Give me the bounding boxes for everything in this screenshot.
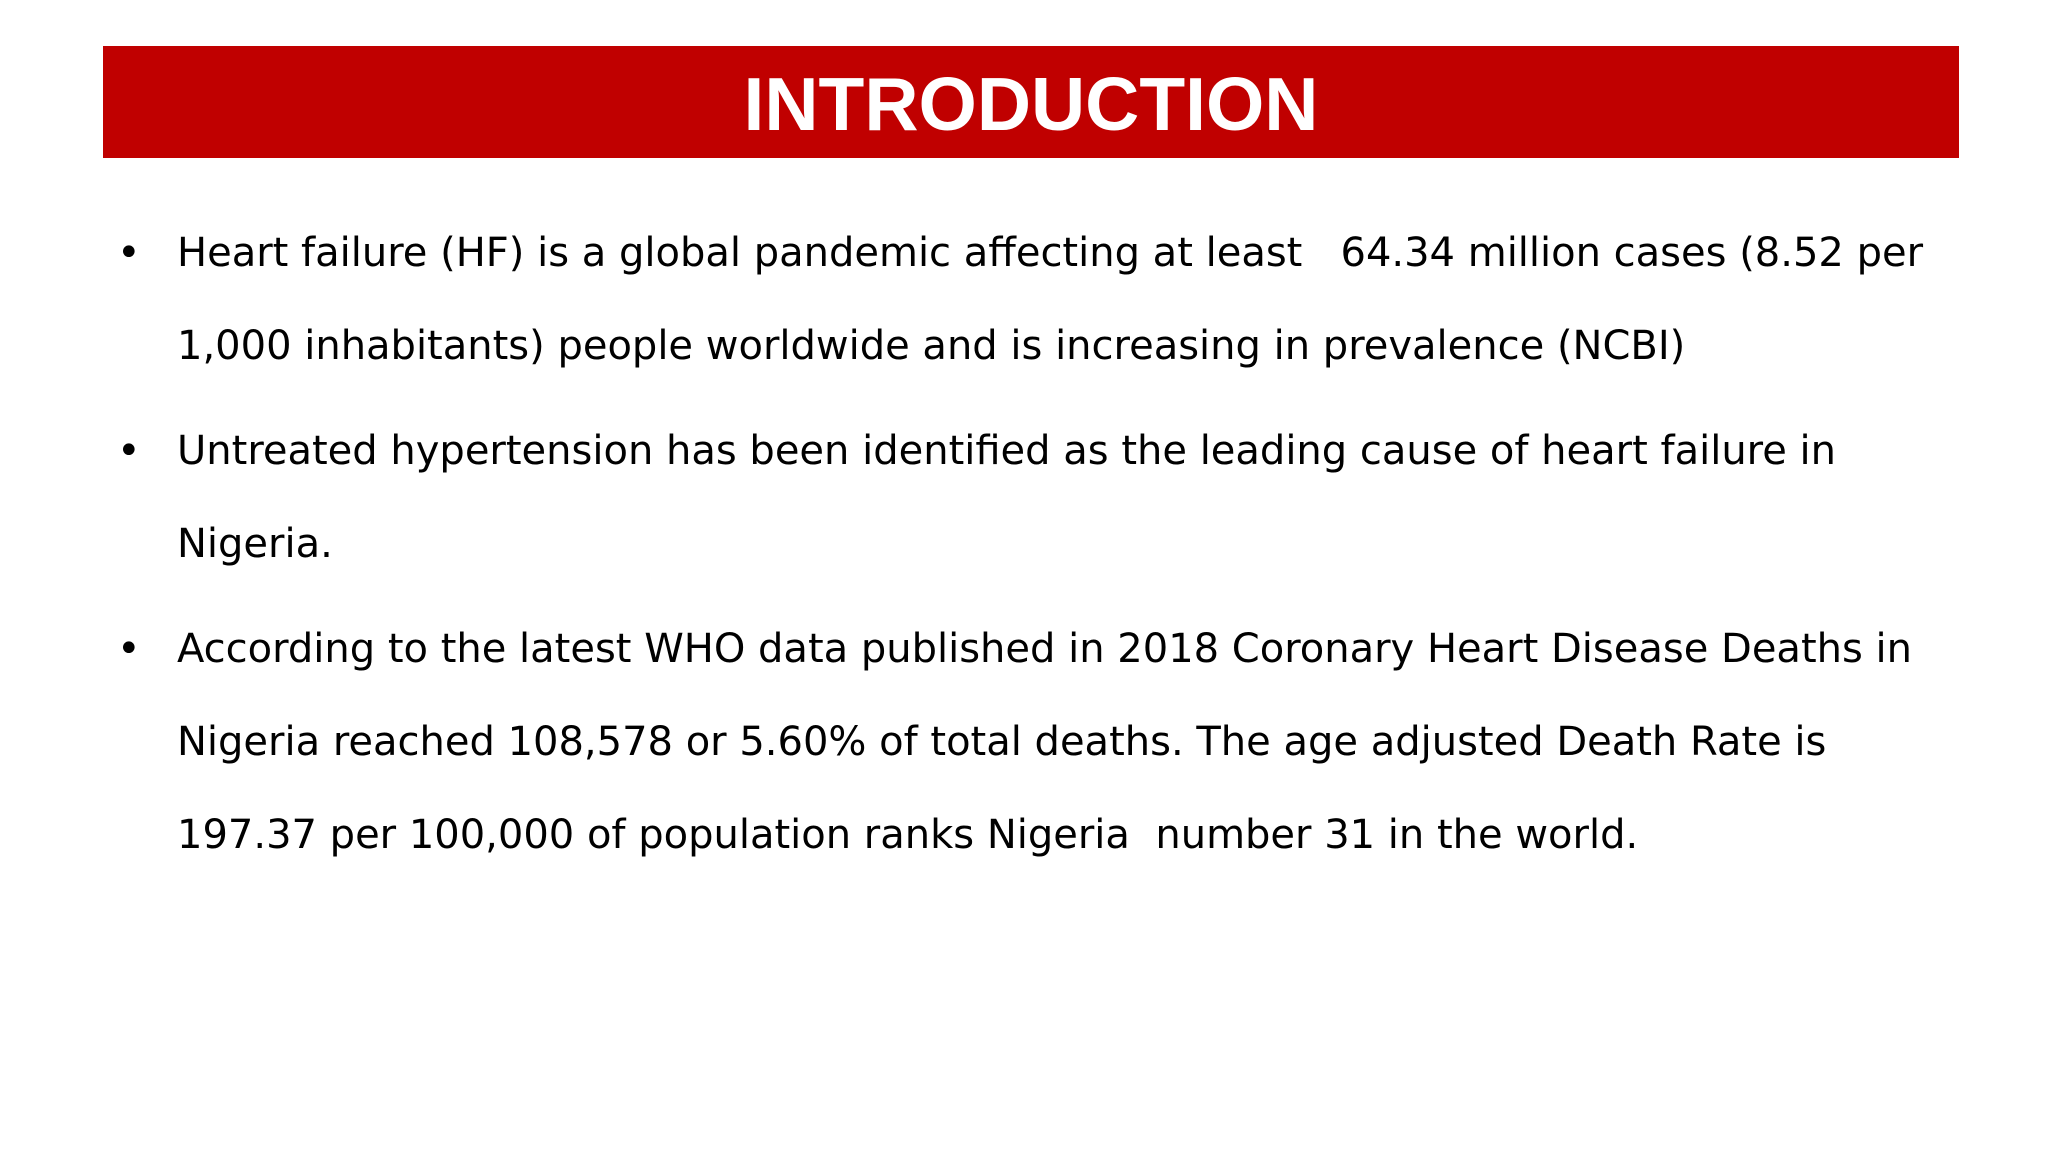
title-bar bbox=[103, 46, 1959, 158]
bullet-icon: • bbox=[117, 626, 141, 672]
bullet-item-hypertension bbox=[115, 405, 1945, 591]
bullet-icon: • bbox=[117, 428, 141, 474]
bullet-text: According to the latest WHO data published in 2018 Coronary Heart Disease Deaths in Nigeria reached 108,578 or 5.60% of total deaths. The age adjusted Death Rate is 197.37 per 100,000 of population ranks Nigeria number 31 in the world. bbox=[177, 626, 1925, 858]
bullet-text: Heart failure (HF) is a global pandemic affecting at least 64.34 million cases (8.52 per 1,000 inhabitants) people worldwide and is increasing in prevalence (NCBI) bbox=[177, 230, 1936, 369]
bullet-list bbox=[115, 207, 1945, 894]
bullet-item-who-data bbox=[115, 603, 1945, 882]
bullet-text: Untreated hypertension has been identified as the leading cause of heart failure in Nigeria. bbox=[177, 428, 1849, 567]
bullet-icon: • bbox=[117, 230, 141, 276]
slide-title: INTRODUCTION bbox=[743, 61, 1319, 146]
bullet-item-hf-pandemic bbox=[115, 207, 1945, 393]
